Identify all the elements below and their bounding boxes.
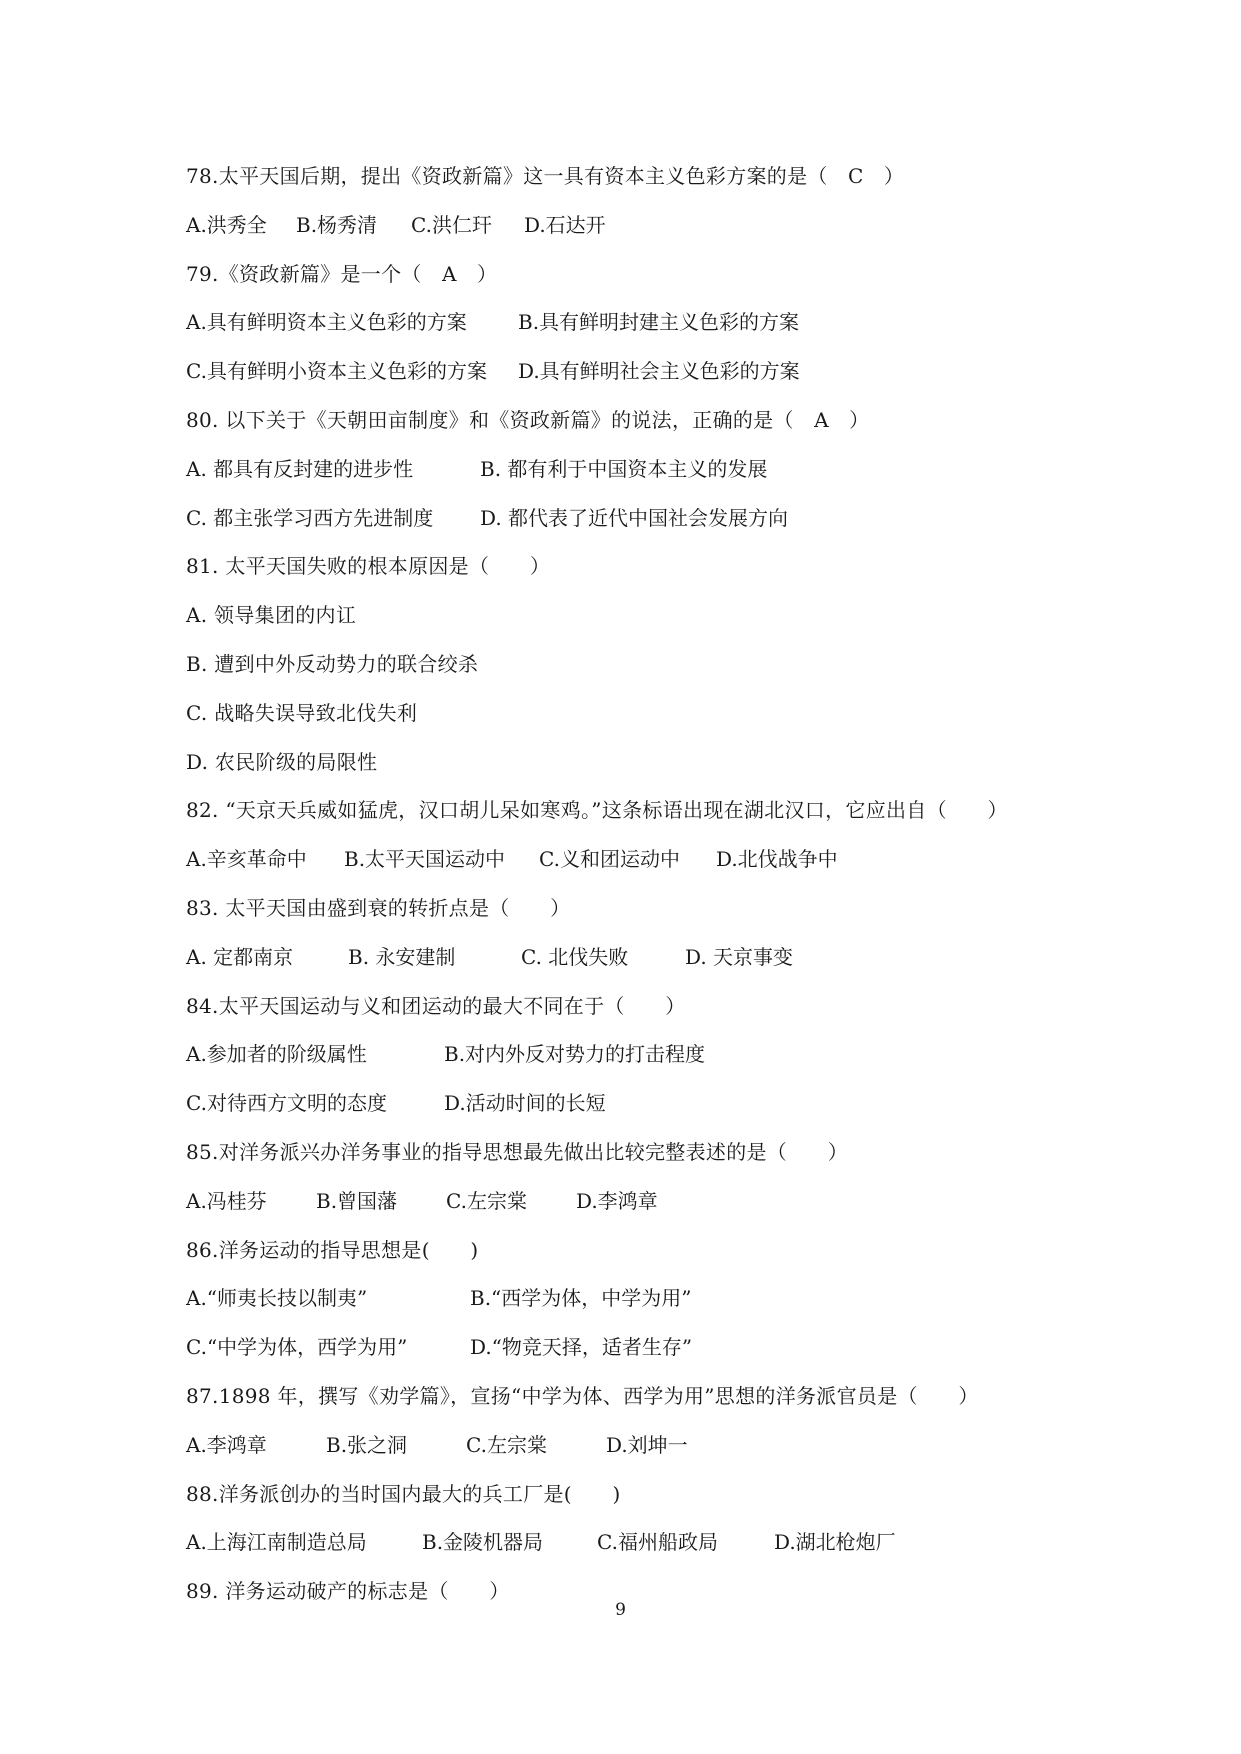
option-row — [186, 1518, 1086, 1567]
option-row — [186, 933, 1086, 982]
option: C.福州船政局 — [597, 1530, 718, 1555]
question-stem: 86.洋务运动的指导思想是( ) — [186, 1237, 479, 1262]
option-row — [186, 1323, 1086, 1372]
option-row — [186, 445, 1086, 494]
option: B. 都有利于中国资本主义的发展 — [480, 456, 768, 481]
option: C.对待西方文明的态度 — [186, 1091, 387, 1116]
option: B.对内外反对势力的打击程度 — [444, 1042, 706, 1067]
question-stem: 80. 以下关于《天朝田亩制度》和《资政新篇》的说法，正确的是（ A ） — [186, 407, 870, 432]
option: C.洪仁玕 — [411, 212, 492, 237]
question-stem: 84.太平天国运动与义和团运动的最大不同在于（ ） — [186, 993, 686, 1018]
question-stem: 83. 太平天国由盛到衰的转折点是（ ） — [186, 895, 571, 920]
option: C.“中学为体，西学为用” — [186, 1335, 408, 1360]
option-row — [186, 1274, 1086, 1323]
option-row — [186, 298, 1086, 347]
question-stem: 85.对洋务派兴办洋务事业的指导思想最先做出比较完整表述的是（ ） — [186, 1139, 849, 1164]
question-stem: 88.洋务派创办的当时国内最大的兵工厂是( ) — [186, 1481, 621, 1506]
option: C. 都主张学习西方先进制度 — [186, 505, 434, 530]
option: B.金陵机器局 — [422, 1530, 544, 1555]
option: A.辛亥革命中 — [186, 847, 307, 872]
question-stem: 81. 太平天国失败的根本原因是（ ） — [186, 554, 551, 579]
option: D.石达开 — [524, 212, 606, 237]
option: B.太平天国运动中 — [344, 847, 506, 872]
option: C. 北伐失败 — [521, 944, 629, 969]
option: D.“物竞天择，适者生存” — [470, 1335, 693, 1360]
option-row — [186, 1421, 1086, 1470]
option: D.李鸿章 — [576, 1188, 658, 1213]
option: A.参加者的阶级属性 — [186, 1042, 367, 1067]
option: D.刘坤一 — [606, 1432, 688, 1457]
option: B.张之洞 — [326, 1432, 408, 1457]
option: B. 永安建制 — [348, 944, 456, 969]
option: D. 都代表了近代中国社会发展方向 — [480, 505, 789, 530]
option: A.“师夷长技以制夷” — [186, 1286, 368, 1311]
option: D. 天京事变 — [685, 944, 794, 969]
question-stem: 79.《资政新篇》是一个（ A ） — [186, 261, 498, 286]
option: B. 遭到中外反动势力的联合绞杀 — [186, 651, 479, 676]
option: C.左宗棠 — [446, 1188, 527, 1213]
page-number: 9 — [615, 1600, 626, 1620]
option: A.具有鲜明资本主义色彩的方案 — [186, 310, 467, 335]
option-row — [186, 347, 1086, 396]
question-stem: 87.1898 年，撰写《劝学篇》，宣扬“中学为体、西学为用”思想的洋务派官员是（ ） — [186, 1383, 979, 1408]
option: D.湖北枪炮厂 — [774, 1530, 896, 1555]
option: C. 战略失误导致北伐失利 — [186, 700, 418, 725]
question-stem: 78.太平天国后期，提出《资政新篇》这一具有资本主义色彩方案的是（ C ） — [186, 164, 905, 188]
option: B.具有鲜明封建主义色彩的方案 — [518, 310, 800, 335]
option: D.北伐战争中 — [716, 847, 838, 872]
option-row — [186, 1030, 1086, 1079]
question-stem: 89. 洋务运动破产的标志是（ ） — [186, 1579, 510, 1604]
option: C.义和团运动中 — [539, 847, 680, 872]
option: B.曾国藩 — [316, 1188, 398, 1213]
option: D.具有鲜明社会主义色彩的方案 — [518, 359, 800, 384]
option-row — [186, 494, 1086, 543]
option: A.洪秀全 — [186, 212, 267, 237]
option: A. 都具有反封建的进步性 — [186, 456, 414, 481]
option: A. 定都南京 — [186, 944, 294, 969]
question-stem: 82. “天京天兵威如猛虎，汉口胡儿呆如寒鸡。”这条标语出现在湖北汉口，它应出自（ ） — [186, 798, 1008, 823]
option: A.李鸿章 — [186, 1432, 267, 1457]
question-list — [186, 152, 1086, 1616]
option-row — [186, 1177, 1086, 1226]
option: A.冯桂芬 — [186, 1188, 267, 1213]
option: A.上海江南制造总局 — [186, 1530, 367, 1555]
option: B.杨秀清 — [296, 212, 378, 237]
option: C.左宗棠 — [466, 1432, 547, 1457]
option: A. 领导集团的内讧 — [186, 603, 357, 628]
option: D.活动时间的长短 — [444, 1091, 606, 1116]
option-row — [186, 835, 1086, 884]
option-row — [186, 1079, 1086, 1128]
option: C.具有鲜明小资本主义色彩的方案 — [186, 359, 487, 384]
option: D. 农民阶级的局限性 — [186, 749, 378, 774]
option: B.“西学为体，中学为用” — [470, 1286, 692, 1311]
option-row — [186, 201, 1086, 250]
